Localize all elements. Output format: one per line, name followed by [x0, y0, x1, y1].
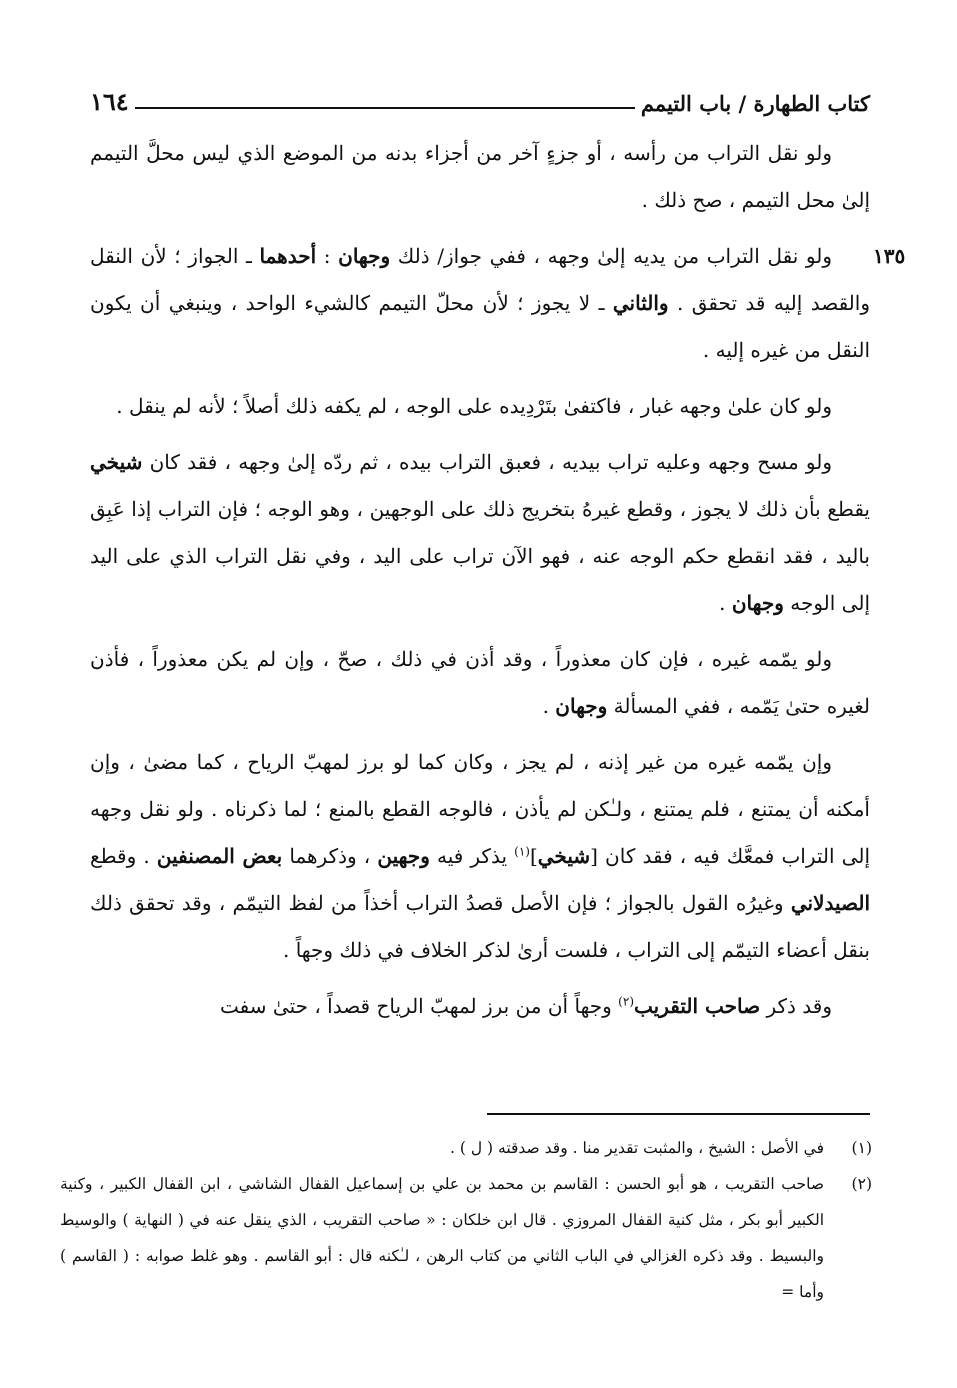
header-title: كتاب الطهارة / باب التيمم: [640, 91, 870, 116]
footnotes: [60, 1130, 872, 1310]
paragraph-1: ولو نقل التراب من رأسه ، أو جزءٍ آخر من أجزاء بدنه من الموضع الذي ليس محلَّ التيمم إلىٰ محل التيمم ، صح ذلك .: [90, 141, 870, 212]
paragraph-4: ولو مسح وجهه وعليه تراب بيديه ، فعبق التراب بيده ، ثم ردّه إلىٰ وجهه ، فقد كان شيخي يقطع بأن ذلك لا يجوز ، وقطع غيرهُ بتخريج ذلك على الوجهين ، وهو الوجه ؛ فإن التراب إذا عَبِق باليد ، فقد انقطع حكم الوجه عنه ، فهو الآن تراب على اليد ، وفي نقل التراب الذي على اليد إلى الوجه وجهان .: [90, 450, 870, 615]
running-header: [90, 82, 870, 116]
footnote-number: (٢): [851, 1175, 872, 1193]
page-number: ١٦٤: [90, 87, 129, 116]
footnote-number: (١): [851, 1139, 872, 1157]
footnote-ref-2[interactable]: (٢): [618, 994, 634, 1009]
paragraph-5: ولو يمّمه غيره ، فإن كان معذوراً ، وقد أذن في ذلك ، صحّ ، وإن لم يكن معذوراً ، فأذن لغيره حتىٰ يَمّمه ، ففي المسألة وجهان .: [90, 647, 870, 718]
footnote-text: صاحب التقريب ، هو أبو الحسن : القاسم بن محمد بن علي بن إسماعيل القفال الشاشي ، ابن القفال الكبير ، وكنية الكبير أبو بكر ، مثل كنية القفال المروزي . قال ابن خلكان : « صاحب التقريب ، الذي ينقل عنه في ( النهاية ) والوسيط والبسيط . وقد ذكره الغزالي في الباب الثاني من كتاب الرهن ، لـٰكنه قال : أبو القاسم . وهو غلط صوابه : ( القاسم ) وأما =: [60, 1175, 824, 1301]
header-rule: [135, 107, 635, 109]
footnote-1: [60, 1130, 872, 1166]
paragraph-7: وقد ذكر صاحب التقريب$^{(٢)}$ وجهاً أن من برز لمهبّ الرياح قصداً ، حتىٰ سفت: [220, 994, 832, 1018]
footnote-2: [60, 1166, 872, 1310]
paragraph-2: ولو نقل التراب من يديه إلىٰ وجهه ، ففي جواز/ ذلك وجهان : أحدهما ـ الجواز ؛ لأن النقل والقصد إليه قد تحقق . والثاني ـ لا يجوز ؛ لأن محلّ التيمم كالشيء الواحد ، وينبغي أن يكون النقل من غيره إليه .: [90, 244, 870, 362]
footnote-separator: [487, 1113, 870, 1115]
footnote-ref-1[interactable]: (١): [514, 844, 530, 859]
manuscript-folio-number: ١٣٥: [873, 244, 906, 268]
footnote-text: في الأصل : الشيخ ، والمثبت تقدير منا . وقد صدقته ( ل ) .: [450, 1139, 824, 1157]
paragraph-6: وإن يمّمه غيره من غير إذنه ، لم يجز ، وكان كما لو برز لمهبّ الرياح ، كما مضىٰ ، وإن أمكنه أن يمتنع ، فلم يمتنع ، ولـٰكن لم يأذن ، فالوجه القطع بالمنع ؛ لما ذكرناه . ولو نقل وجهه إلى التراب فمعَّك فيه ، فقد كان [شيخي]$^{(١)}$ يذكر فيه وجهين ، وذكرهما بعض المصنفين . وقطع الصيدلاني وغيرُه القول بالجواز ؛ فإن الأصل قصدُ التراب أخذاً من لفظ التيمّم ، وقد تحقق ذلك بنقل أعضاء التيمّم إلى التراب ، فلست أرىٰ لذكر الخلاف في ذلك وجهاً .: [90, 750, 870, 962]
main-text: [90, 130, 870, 1039]
paragraph-3: ولو كان علىٰ وجهه غبار ، فاكتفىٰ بتَرْدِيده على الوجه ، لم يكفه ذلك أصلاً ؛ لأنه لم ينقل .: [116, 394, 832, 418]
